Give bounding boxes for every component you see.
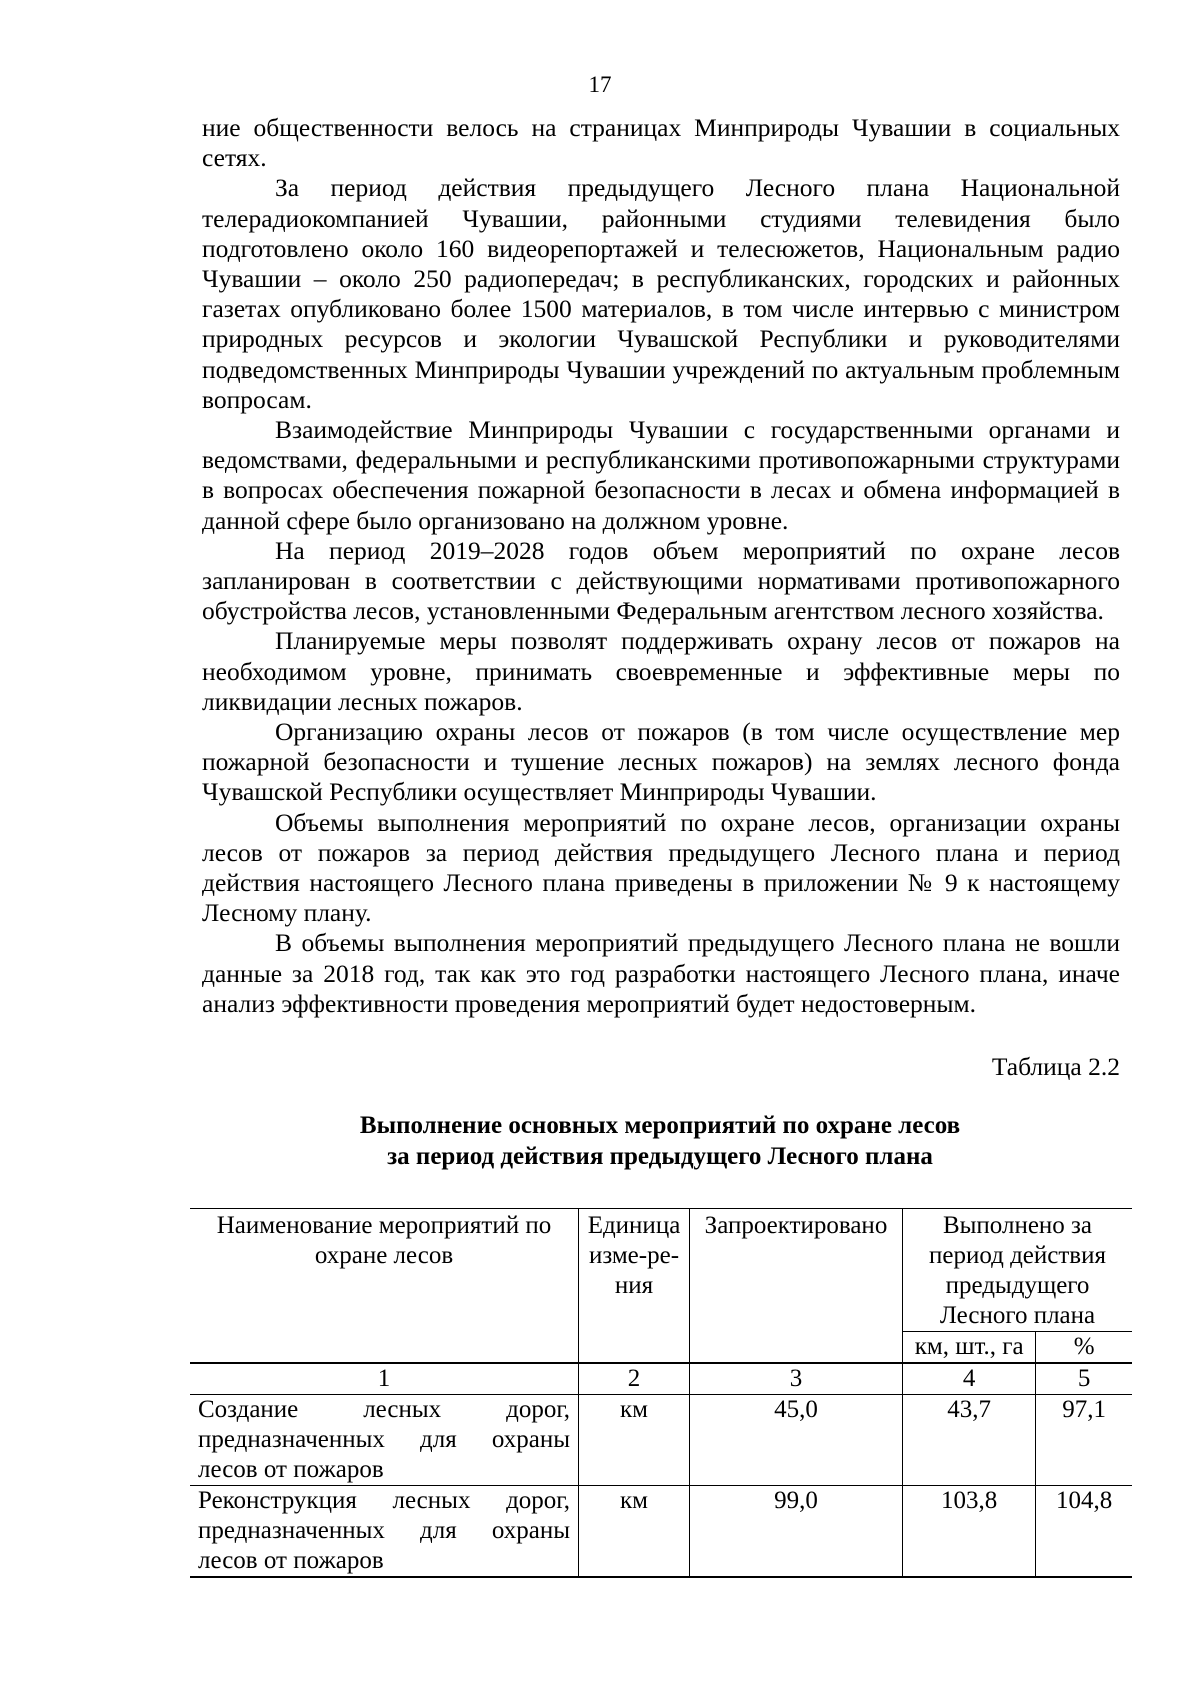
cell-name: Реконструкция лесных дорог, предназначенных для охраны лесов от пожаров: [190, 1486, 579, 1578]
table-row: [190, 1395, 1132, 1486]
column-number: 3: [690, 1363, 903, 1395]
column-number: 4: [903, 1363, 1036, 1395]
table-row: [190, 1486, 1132, 1578]
column-number: 5: [1036, 1363, 1132, 1395]
measures-table: [190, 1208, 1132, 1578]
page-number: 17: [588, 72, 612, 97]
table-caption: Таблица 2.2: [991, 1052, 1120, 1081]
cell-planned: 45,0: [690, 1395, 903, 1486]
table-title-line-2: за период действия предыдущего Лесного плана: [387, 1143, 933, 1170]
paragraph: Планируемые меры позволят поддерживать охрану лесов от пожаров на необходимом уровне, принимать своевременные и эффективные меры по ликвидации лесных пожаров.: [202, 626, 1120, 716]
paragraph: За период действия предыдущего Лесного плана Национальной телерадиокомпанией Чувашии, районными студиями телевидения было подготовлено около 160 видеорепортажей и телесюжетов, Национальным радио Чувашии – около 250 радиопередач; в республиканских, городских и районных газетах опубликовано более 1500 материалов, в том числе интервью с министром природных ресурсов и экологии Чувашской Республики и руководителями подведомственных Минприроды Чувашии учреждений по актуальным проблемным вопросам.: [202, 173, 1120, 414]
cell-done-pct: 97,1: [1036, 1395, 1132, 1486]
cell-name: Создание лесных дорог, предназначенных для охраны лесов от пожаров: [190, 1395, 579, 1486]
cell-unit: км: [579, 1395, 690, 1486]
paragraph: На период 2019–2028 годов объем мероприятий по охране лесов запланирован в соответствии с действующими нормативами противопожарного обустройства лесов, установленными Федеральным агентством лесного хозяйства.: [202, 535, 1120, 626]
column-number-row: [190, 1363, 1132, 1395]
column-number: 2: [579, 1363, 690, 1395]
header-done-abs: км, шт., га: [903, 1332, 1036, 1364]
table-title-line-1: Выполнение основных мероприятий по охране лесов: [359, 1112, 961, 1139]
cell-done-abs: 103,8: [903, 1486, 1036, 1578]
cell-planned: 99,0: [690, 1486, 903, 1578]
paragraph: ние общественности велось на страницах Минприроды Чувашии в социальных сетях.: [202, 113, 1120, 173]
paragraph: Объемы выполнения мероприятий по охране лесов, организации охраны лесов от пожаров за период действия предыдущего Лесного плана и период действия настоящего Лесного плана приведены в приложении № 9 к настоящему Лесному плану.: [202, 807, 1120, 928]
column-number: 1: [190, 1363, 579, 1395]
paragraph: Взаимодействие Минприроды Чувашии с государственными органами и ведомствами, федеральными и республиканскими противопожарными структурами в вопросах обеспечения пожарной безопасности в лесах и обмена информацией в данной сфере было организовано на должном уровне.: [202, 415, 1120, 535]
header-done-pct: %: [1036, 1332, 1132, 1364]
cell-done-pct: 104,8: [1036, 1486, 1132, 1578]
header-unit: Единица изме-ре-ния: [579, 1209, 690, 1364]
cell-done-abs: 43,7: [903, 1395, 1036, 1486]
body-text: [202, 113, 1120, 1019]
table-title: [0, 1110, 1200, 1172]
header-name: Наименование мероприятий по охране лесов: [190, 1209, 579, 1364]
header-done: Выполнено за период действия предыдущего Лесного плана: [903, 1209, 1133, 1332]
cell-unit: км: [579, 1486, 690, 1578]
paragraph: Организацию охраны лесов от пожаров (в том числе осуществление мер пожарной безопасности и тушение лесных пожаров) на землях лесного фонда Чувашской Республики осуществляет Минприроды Чувашии.: [202, 717, 1120, 807]
paragraph: В объемы выполнения мероприятий предыдущего Лесного плана не вошли данные за 2018 год, так как это год разработки настоящего Лесного плана, иначе анализ эффективности проведения мероприятий будет недостоверным.: [202, 928, 1120, 1018]
header-planned: Запроектировано: [690, 1209, 903, 1364]
